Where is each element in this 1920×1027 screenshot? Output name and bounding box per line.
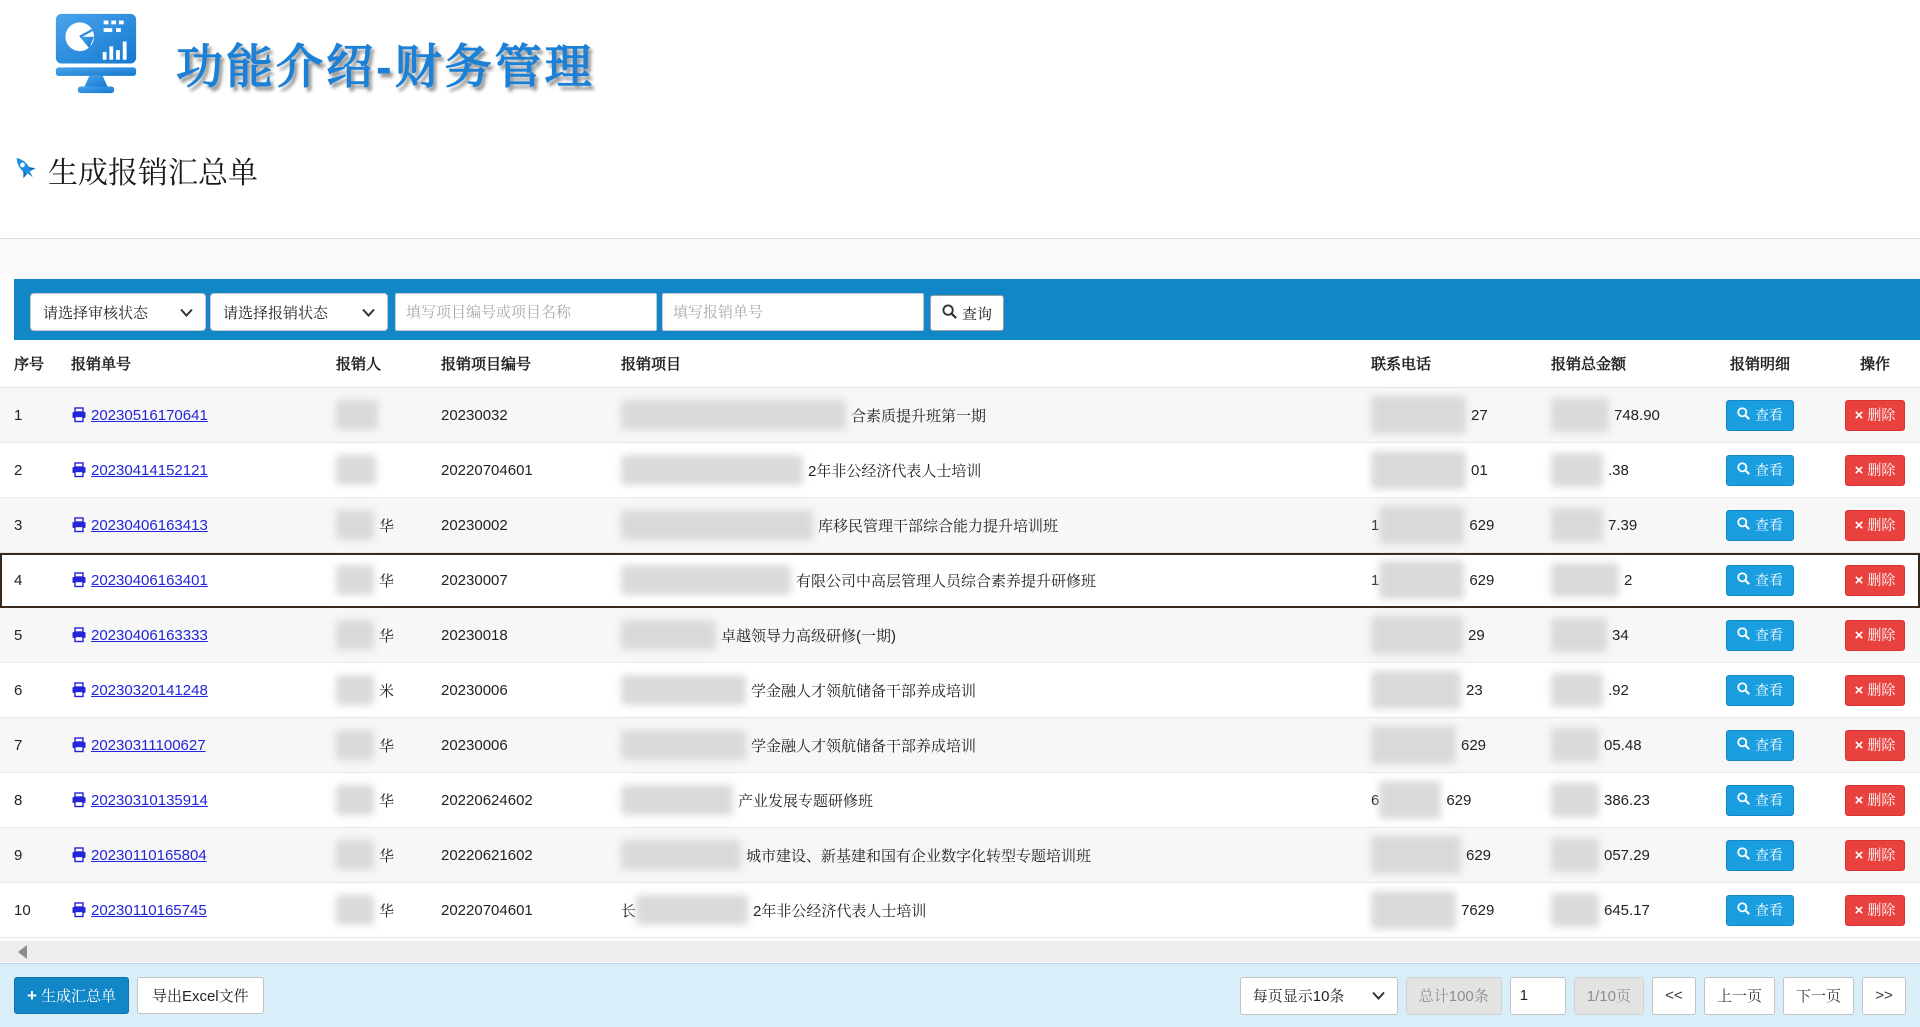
project-number: 20230006 [441, 736, 508, 754]
redacted-project [621, 785, 733, 815]
amount-tail: 34 [1612, 626, 1629, 644]
chevron-down-icon [362, 308, 375, 317]
col-header-index: 序号 [14, 356, 45, 373]
row-index: 5 [14, 626, 23, 644]
project-name-tail: 城市建设、新基建和国有企业数字化转型专题培训班 [746, 847, 1092, 865]
project-name-tail: 产业发展专题研修班 [738, 792, 874, 810]
search-icon [1737, 737, 1750, 753]
footer-bar [0, 963, 1920, 1027]
redacted-project [636, 895, 748, 925]
view-button-label: 查看 [1755, 682, 1783, 698]
x-icon: × [1854, 736, 1864, 754]
x-icon: × [1854, 681, 1864, 699]
redacted-name [336, 400, 378, 430]
order-number-link[interactable]: 20230310135914 [91, 791, 208, 809]
view-button-label: 查看 [1755, 792, 1783, 808]
redacted-name [336, 840, 374, 870]
redacted-amount [1551, 783, 1599, 817]
order-number-link[interactable]: 20230110165745 [91, 901, 207, 919]
filter-bar [14, 279, 1920, 340]
reimbursement-table [0, 340, 1920, 938]
plus-icon: + [27, 986, 37, 1005]
view-button[interactable] [1726, 895, 1794, 926]
page-title: 功能介绍-财务管理 [176, 40, 595, 93]
printer-icon [71, 517, 87, 533]
project-name-tail: 2年非公经济代表人士培训 [808, 462, 982, 480]
col-header-project-no: 报销项目编号 [441, 356, 532, 373]
delete-button-label: 删除 [1867, 407, 1896, 423]
dashboard-monitor-icon [48, 10, 144, 101]
search-icon [1737, 902, 1750, 918]
x-icon: × [1854, 901, 1864, 919]
table-body [0, 388, 1920, 938]
phone-tail: 629 [1466, 846, 1492, 864]
search-icon [1737, 847, 1750, 863]
order-number-link[interactable]: 20230110165804 [91, 846, 207, 864]
table-row [0, 608, 1920, 663]
phone-tail: 27 [1471, 406, 1488, 424]
project-number: 20230018 [441, 626, 508, 644]
order-number-link[interactable]: 20230406163413 [91, 516, 208, 534]
amount-tail: 2 [1624, 571, 1633, 589]
redacted-project [621, 510, 813, 540]
next-page-button[interactable]: 下一页 [1783, 977, 1854, 1015]
amount-tail: .92 [1608, 681, 1629, 699]
row-index: 2 [14, 461, 23, 479]
project-number: 20220704601 [441, 461, 533, 479]
delete-button[interactable] [1845, 840, 1906, 871]
redacted-phone [1371, 891, 1456, 929]
amount-tail: 748.90 [1614, 406, 1660, 424]
redacted-project [621, 455, 803, 485]
row-index: 9 [14, 846, 23, 864]
project-number: 20230032 [441, 406, 508, 424]
redacted-amount [1551, 453, 1603, 487]
delete-button-label: 删除 [1867, 572, 1896, 588]
amount-tail: 057.29 [1604, 846, 1650, 864]
rocket-icon [10, 153, 40, 188]
view-button[interactable] [1726, 730, 1794, 761]
table-row [0, 553, 1920, 608]
redacted-phone [1371, 726, 1456, 764]
project-name-tail: 学金融人才领航储备干部养成培训 [751, 737, 977, 755]
redacted-name [336, 455, 376, 485]
redacted-amount [1551, 398, 1609, 432]
table-row [0, 498, 1920, 553]
redacted-name [336, 510, 374, 540]
x-icon: × [1854, 791, 1864, 809]
printer-icon [71, 462, 87, 478]
x-icon: × [1854, 461, 1864, 479]
delete-button-label: 删除 [1867, 517, 1896, 533]
search-icon [1737, 682, 1750, 698]
x-icon: × [1854, 406, 1864, 424]
payee-name-tail: 米 [379, 682, 395, 700]
search-icon [1737, 627, 1750, 643]
project-name-tail: 有限公司中高层管理人员综合素养提升研修班 [796, 572, 1097, 590]
search-button[interactable] [930, 295, 1004, 331]
redacted-name [336, 620, 374, 650]
amount-tail: 645.17 [1604, 901, 1650, 919]
col-header-order-no: 报销单号 [71, 356, 132, 373]
col-header-payee: 报销人 [336, 356, 382, 373]
delete-button-label: 删除 [1867, 462, 1896, 478]
delete-button-label: 删除 [1867, 792, 1896, 808]
order-number-link[interactable]: 20230406163333 [91, 626, 208, 644]
phone-tail: 29 [1468, 626, 1485, 644]
printer-icon [71, 407, 87, 423]
reimburse-status-value: 请选择报销状态 [223, 304, 329, 322]
row-index: 8 [14, 791, 23, 809]
search-icon [942, 304, 957, 323]
payee-name-tail: 华 [379, 737, 395, 755]
project-name-tail: 2年非公经济代表人士培训 [753, 902, 927, 920]
search-icon [1737, 572, 1750, 588]
table-row [0, 883, 1920, 938]
project-name-tail: 卓越领导力高级研修(一期) [721, 627, 896, 645]
amount-tail: 05.48 [1604, 736, 1642, 754]
delete-button[interactable] [1845, 675, 1906, 706]
pagination [1240, 977, 1906, 1015]
col-header-detail: 报销明细 [1729, 356, 1790, 373]
project-number: 20220621602 [441, 846, 533, 864]
redacted-phone [1379, 561, 1464, 599]
delete-button-label: 删除 [1867, 627, 1896, 643]
search-icon [1737, 517, 1750, 533]
x-icon: × [1854, 571, 1864, 589]
scroll-left-arrow-icon[interactable] [18, 945, 27, 959]
order-number-link[interactable]: 20230311100627 [91, 736, 206, 754]
table-header-row [0, 340, 1920, 388]
row-index: 10 [14, 901, 31, 919]
redacted-amount [1551, 838, 1599, 872]
table-row [0, 388, 1920, 443]
redacted-project [621, 620, 716, 650]
payee-name-tail: 华 [379, 572, 395, 590]
delete-button[interactable] [1845, 455, 1906, 486]
last-page-button[interactable]: >> [1862, 977, 1906, 1015]
redacted-name [336, 675, 374, 705]
view-button-label: 查看 [1755, 517, 1783, 533]
export-excel-button[interactable]: 导出Excel文件 [137, 977, 264, 1014]
generate-summary-label: 生成汇总单 [40, 988, 116, 1005]
view-button[interactable] [1726, 510, 1794, 541]
view-button-label: 查看 [1755, 627, 1783, 643]
phone-tail: 629 [1446, 791, 1472, 809]
project-name-tail: 合素质提升班第一期 [851, 407, 987, 425]
view-button-label: 查看 [1755, 407, 1783, 423]
table-row [0, 443, 1920, 498]
redacted-name [336, 565, 374, 595]
payee-name-tail: 华 [379, 902, 395, 920]
printer-icon [71, 737, 87, 753]
delete-button[interactable] [1845, 730, 1906, 761]
view-button-label: 查看 [1755, 847, 1783, 863]
printer-icon [71, 847, 87, 863]
phone-lead: 6 [1371, 791, 1380, 809]
delete-button[interactable] [1845, 565, 1906, 596]
redacted-amount [1551, 618, 1607, 652]
delete-button[interactable] [1845, 400, 1906, 431]
section-head [10, 148, 258, 192]
redacted-project [621, 565, 791, 595]
redacted-phone [1371, 451, 1466, 489]
row-index: 4 [14, 571, 23, 589]
payee-name-tail: 华 [379, 517, 395, 535]
redacted-name [336, 785, 374, 815]
col-header-project: 报销项目 [621, 356, 682, 373]
redacted-amount [1551, 563, 1619, 597]
table-row [0, 718, 1920, 773]
printer-icon [71, 792, 87, 808]
view-button-label: 查看 [1755, 462, 1783, 478]
redacted-phone [1371, 616, 1463, 654]
view-button[interactable] [1726, 785, 1794, 816]
chevron-down-icon [1372, 987, 1385, 1004]
phone-tail: 629 [1469, 516, 1495, 534]
delete-button-label: 删除 [1867, 902, 1896, 918]
order-number-link[interactable]: 20230414152121 [91, 461, 208, 479]
col-header-phone: 联系电话 [1371, 356, 1432, 373]
horizontal-scrollbar[interactable] [0, 941, 1920, 962]
view-button[interactable] [1726, 400, 1794, 431]
app-header [48, 10, 595, 101]
table-row [0, 828, 1920, 883]
phone-tail: 01 [1471, 461, 1488, 479]
generate-summary-button[interactable] [14, 977, 129, 1014]
page-size-value: 每页显示10条 [1252, 988, 1345, 1005]
row-index: 1 [14, 406, 23, 424]
redacted-name [336, 730, 374, 760]
x-icon: × [1854, 516, 1864, 534]
page-indicator-label: 1/10页 [1574, 977, 1644, 1015]
redacted-project [621, 675, 746, 705]
prev-page-button[interactable]: 上一页 [1704, 977, 1775, 1015]
order-number-link[interactable]: 20230320141248 [91, 681, 208, 699]
amount-tail: .38 [1608, 461, 1629, 479]
project-name-tail: 库移民管理干部综合能力提升培训班 [818, 517, 1059, 535]
row-index: 3 [14, 516, 23, 534]
search-icon [1737, 462, 1750, 478]
delete-button-label: 删除 [1867, 737, 1896, 753]
redacted-amount [1551, 728, 1599, 762]
audit-status-select[interactable] [30, 293, 206, 331]
view-button-label: 查看 [1755, 902, 1783, 918]
redacted-phone [1379, 506, 1464, 544]
printer-icon [71, 902, 87, 918]
redacted-phone [1371, 671, 1461, 709]
redacted-amount [1551, 673, 1603, 707]
redacted-phone [1371, 396, 1466, 434]
project-number: 20220624602 [441, 791, 533, 809]
phone-tail: 629 [1461, 736, 1487, 754]
project-number: 20230007 [441, 571, 508, 589]
view-button[interactable] [1726, 455, 1794, 486]
view-button[interactable] [1726, 675, 1794, 706]
redacted-amount [1551, 893, 1599, 927]
row-index: 6 [14, 681, 23, 699]
redacted-project [621, 400, 846, 430]
payee-name-tail: 华 [379, 847, 395, 865]
printer-icon [71, 627, 87, 643]
redacted-amount [1551, 508, 1603, 542]
printer-icon [71, 682, 87, 698]
view-button[interactable] [1726, 840, 1794, 871]
table-row [0, 773, 1920, 828]
phone-lead: 1 [1371, 516, 1380, 534]
delete-button[interactable] [1845, 785, 1906, 816]
delete-button[interactable] [1845, 895, 1906, 926]
view-button-label: 查看 [1755, 737, 1783, 753]
delete-button-label: 删除 [1867, 682, 1896, 698]
printer-icon [71, 572, 87, 588]
reimburse-status-select[interactable] [210, 293, 388, 331]
project-number: 20230006 [441, 681, 508, 699]
delete-button[interactable] [1845, 510, 1906, 541]
search-button-label: 查询 [962, 305, 993, 323]
col-header-amount: 报销总金额 [1551, 356, 1627, 373]
redacted-phone [1379, 781, 1441, 819]
row-index: 7 [14, 736, 23, 754]
project-search-input[interactable] [395, 293, 657, 331]
payee-name-tail: 华 [379, 627, 395, 645]
amount-tail: 386.23 [1604, 791, 1650, 809]
project-number: 20230002 [441, 516, 508, 534]
phone-tail: 7629 [1461, 901, 1495, 919]
chevron-down-icon [180, 308, 193, 317]
phone-tail: 23 [1466, 681, 1483, 699]
x-icon: × [1854, 846, 1864, 864]
redacted-phone [1371, 836, 1461, 874]
search-icon [1737, 792, 1750, 808]
delete-button[interactable] [1845, 620, 1906, 651]
view-button-label: 查看 [1755, 572, 1783, 588]
view-button[interactable] [1726, 620, 1794, 651]
panel-top-band [0, 239, 1920, 279]
page-size-select[interactable] [1240, 977, 1398, 1015]
payee-name-tail: 华 [379, 792, 395, 810]
redacted-name [336, 895, 374, 925]
total-count-label: 总计100条 [1406, 977, 1502, 1015]
search-icon [1737, 407, 1750, 423]
x-icon: × [1854, 626, 1864, 644]
redacted-project [621, 730, 746, 760]
col-header-operation: 操作 [1859, 356, 1890, 373]
amount-tail: 7.39 [1608, 516, 1638, 534]
redacted-project [621, 840, 741, 870]
first-page-button[interactable]: << [1652, 977, 1696, 1015]
project-name-lead: 长 [621, 902, 637, 920]
project-name-tail: 学金融人才领航储备干部养成培训 [751, 682, 977, 700]
delete-button-label: 删除 [1867, 847, 1896, 863]
project-number: 20220704601 [441, 901, 533, 919]
phone-lead: 1 [1371, 571, 1380, 589]
order-search-input[interactable] [662, 293, 924, 331]
order-number-link[interactable]: 20230406163401 [91, 571, 208, 589]
phone-tail: 629 [1469, 571, 1495, 589]
view-button[interactable] [1726, 565, 1794, 596]
audit-status-value: 请选择审核状态 [43, 304, 149, 322]
page-number-input[interactable] [1510, 977, 1566, 1015]
section-title: 生成报销汇总单 [48, 157, 258, 190]
order-number-link[interactable]: 20230516170641 [91, 406, 208, 424]
table-row [0, 663, 1920, 718]
